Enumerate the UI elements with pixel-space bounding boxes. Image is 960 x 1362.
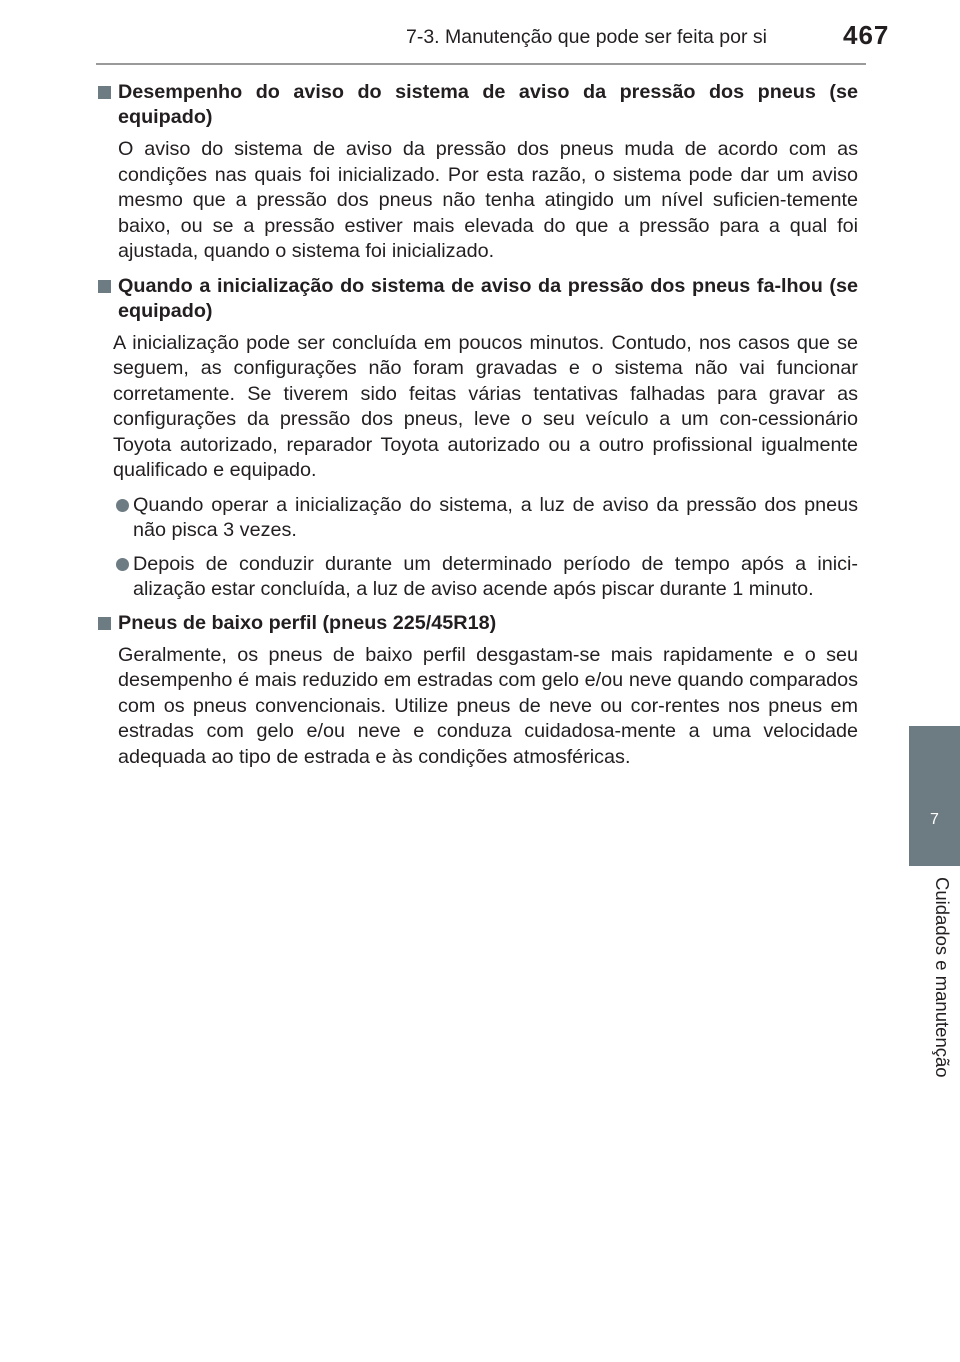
list-item [116, 552, 858, 603]
section-low-profile-tires [98, 611, 858, 771]
section-body: Geralmente, os pneus de baixo perfil desgastam-se mais rapidamente e o seu desempenho é mais reduzido em estradas com gelo e/ou neve quando comparados com os pneus convencionais. Utilize pneus de neve ou cor-rentes nos pneus em estradas com gelo e/ou neve e conduza cuidadosa-mente a uma velocidade adequada ao tipo de estrada e às condições atmosféricas. [118, 643, 858, 768]
section-heading [98, 80, 858, 130]
section-tpms-warning-performance [98, 80, 858, 265]
round-bullet-icon [116, 558, 129, 571]
chapter-tab-number: 7 [930, 811, 939, 828]
round-bullet-icon [116, 499, 129, 512]
section-heading [98, 274, 858, 324]
square-bullet-icon [98, 617, 111, 630]
section-body: O aviso do sistema de aviso da pressão dos pneus muda de acordo com as condições nas quais foi inicializado. Por esta razão, o sistema pode dar um aviso mesmo que a pressão dos pneus não tenha atingido um nível suficien-temente baixo, ou se a pressão estiver mais elevada do que a pressão para a qual foi ajustada, quando o sistema foi inicializado. [118, 138, 858, 262]
page-header [0, 0, 960, 64]
section-heading [98, 611, 858, 636]
page-number: 467 [843, 20, 890, 50]
chapter-tab [909, 726, 960, 866]
chapter-title: 7-3. Manutenção que pode ser feita por si [406, 26, 767, 48]
list-item-text: Depois de conduzir durante um determinado período de tempo após a inici-alização estar concluída, a luz de aviso acende após piscar durante 1 minuto. [133, 552, 858, 600]
bullet-list [98, 493, 858, 603]
section-heading-text: Desempenho do aviso do sistema de aviso da pressão dos pneus (se equipado) [118, 81, 858, 128]
section-heading-text: Pneus de baixo perfil (pneus 225/45R18) [118, 611, 497, 634]
header-divider [96, 63, 866, 65]
page-content [98, 80, 858, 770]
square-bullet-icon [98, 86, 111, 99]
list-item [116, 493, 858, 544]
chapter-tab-label: Cuidados e manutenção [932, 877, 953, 1078]
list-item-text: Quando operar a inicialização do sistema, a luz de aviso da pressão dos pneus não pisca 3 vezes. [133, 493, 858, 541]
square-bullet-icon [98, 280, 111, 293]
section-body: A inicialização pode ser concluída em poucos minutos. Contudo, nos casos que se seguem, as configurações não foram gravadas e o sistema não vai funcionar corretamente. Se tiverem sido feitas várias tentativas falhadas para gravar as configurações da pressão dos pneus, leve o seu veículo a um con-cessionário Toyota autorizado, reparador Toyota autorizado ou a outro profissional igualmente qualificado e equipado. [113, 331, 858, 481]
section-tpms-initialization-failed [98, 274, 858, 603]
section-heading-text: Quando a inicialização do sistema de aviso da pressão dos pneus fa-lhou (se equipado) [118, 274, 858, 322]
